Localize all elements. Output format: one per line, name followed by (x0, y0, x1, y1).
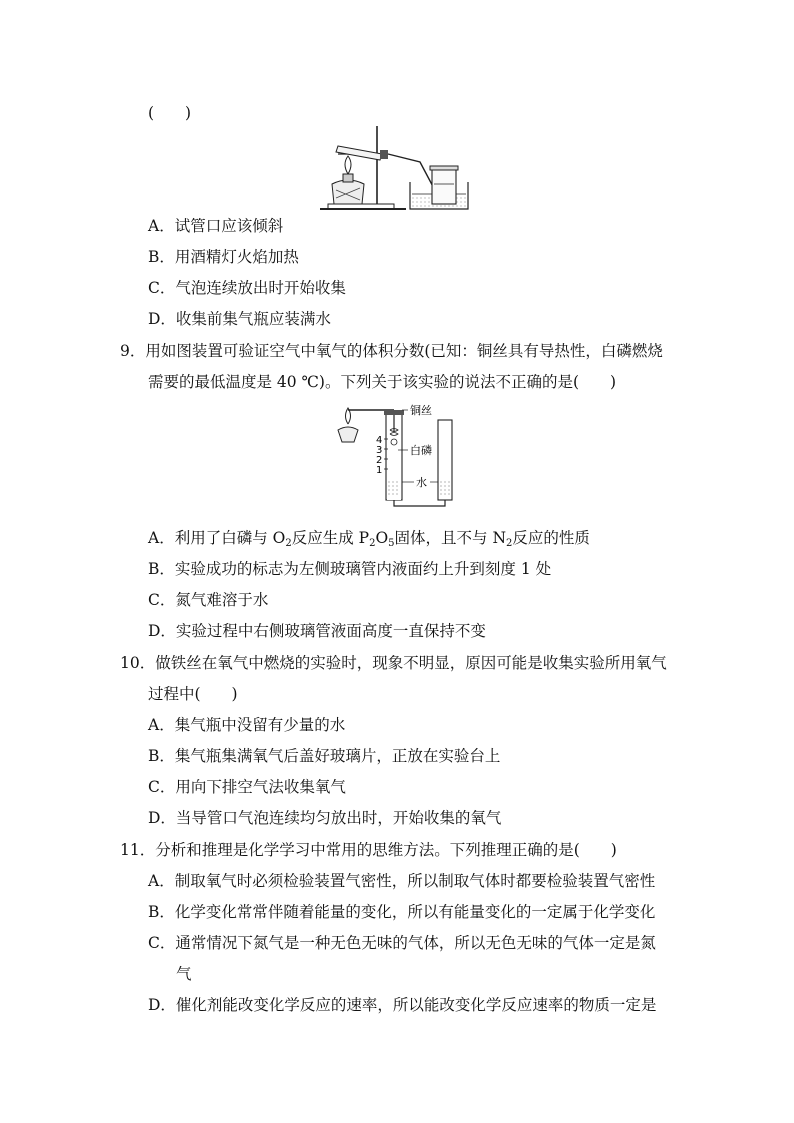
q9-scale-1: 1 (376, 465, 383, 476)
q9-option-d: D．实验过程中右侧玻璃管液面高度一直保持不变 (148, 622, 486, 640)
q10-stem-line2: 过程中( ) (148, 685, 238, 703)
q9-apparatus-figure (334, 402, 464, 508)
q10-option-a: A．集气瓶中没留有少量的水 (148, 716, 346, 734)
q8-option-b: B．用酒精灯火焰加热 (148, 248, 299, 266)
q11-option-c-continued: 气 (176, 965, 192, 983)
q8-option-d: D．收集前集气瓶应装满水 (148, 310, 331, 328)
q9-label-copper: 铜丝 (410, 404, 432, 417)
q9-option-a: A．利用了白磷与 $O_2$反应生成 $P_2O_5$固体，且不与 $N_2$反应的性质 (148, 529, 590, 549)
q9-stem-line2: 需要的最低温度是 40 ℃)。下列关于该实验的说法不正确的是( ) (148, 373, 617, 391)
q9-scale-2: 2 (376, 455, 383, 466)
q11-option-c: C．通常情况下氮气是一种无色无味的气体，所以无色无味的气体一定是氮 (148, 934, 656, 952)
q9-option-b: B．实验成功的标志为左侧玻璃管内液面约上升到刻度 1 处 (148, 560, 552, 578)
q9-label-phosphorus: 白磷 (410, 444, 432, 457)
q8-option-a: A．试管口应该倾斜 (148, 217, 284, 235)
q11-option-b: B．化学变化常常伴随着能量的变化，所以有能量变化的一定属于化学变化 (148, 903, 656, 921)
q9-label-water: 水 (416, 476, 427, 489)
q10-stem-line1: 10．做铁丝在氧气中燃烧的实验时，现象不明显，原因可能是收集实验所用氧气 (120, 654, 667, 672)
q11-option-a: A．制取氧气时必须检验装置气密性，所以制取气体时都要检验装置气密性 (148, 872, 656, 890)
q10-option-d: D．当导管口气泡连续均匀放出时，开始收集的氧气 (148, 809, 502, 827)
q10-option-b: B．集气瓶集满氧气后盖好玻璃片，正放在实验台上 (148, 747, 501, 765)
q8-answer-blank: ( ) (148, 104, 192, 122)
q11-stem: 11．分析和推理是化学学习中常用的思维方法。下列推理正确的是( ) (120, 841, 617, 859)
q8-apparatus-figure (320, 124, 470, 214)
q8-option-c: C．气泡连续放出时开始收集 (148, 279, 346, 297)
q9-stem-line1: 9．用如图装置可验证空气中氧气的体积分数(已知：铜丝具有导热性，白磷燃烧 (120, 342, 663, 360)
q9-scale-4: 4 (376, 435, 383, 446)
q9-option-c: C．氮气难溶于水 (148, 591, 269, 609)
q11-option-d: D．催化剂能改变化学反应的速率，所以能改变化学反应速率的物质一定是 (148, 996, 657, 1014)
q9-scale-3: 3 (376, 445, 383, 456)
q10-option-c: C．用向下排空气法收集氧气 (148, 778, 346, 796)
